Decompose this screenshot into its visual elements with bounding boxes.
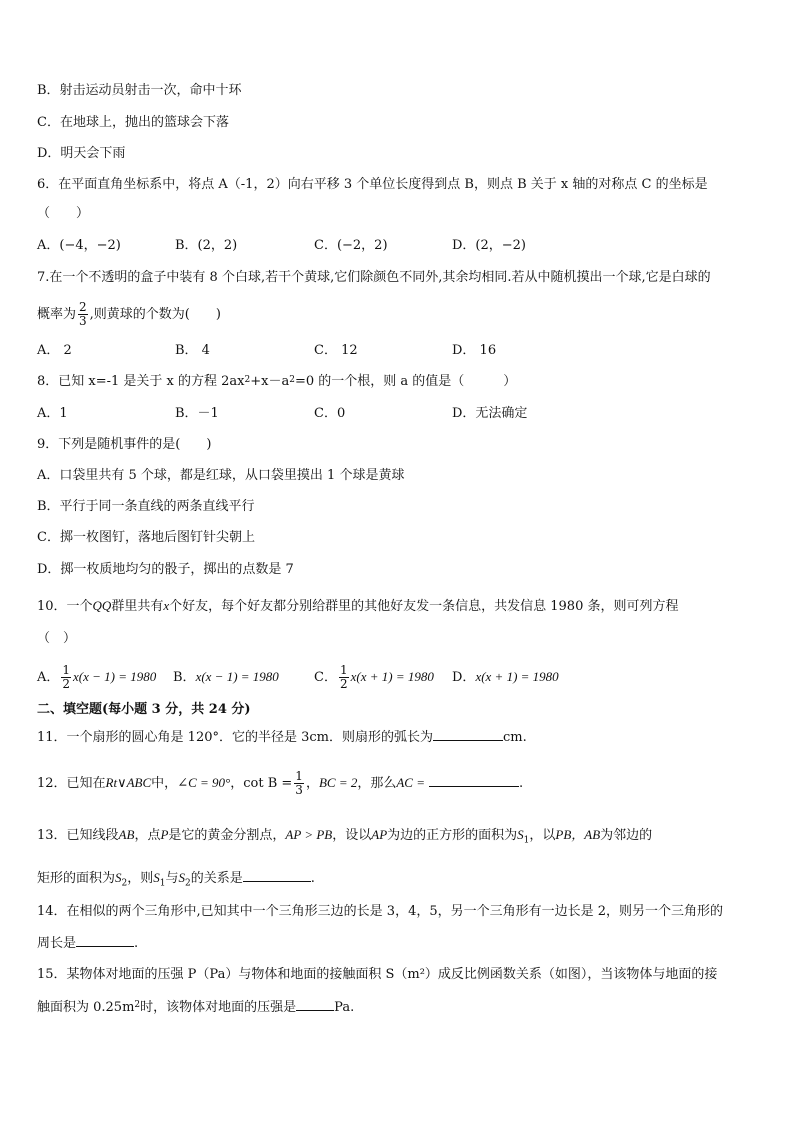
q10-option-c <box>314 660 434 695</box>
q8-option-b: B．－1 <box>175 406 219 421</box>
q12-rt: Rt∨ABC <box>105 775 152 790</box>
q15-line2 <box>37 998 354 1017</box>
q15-unit: Pa. <box>334 1000 355 1015</box>
q5-option-c: C．在地球上，抛出的篮球会下落 <box>37 115 229 130</box>
q9-stem: 9．下列是随机事件的是( ) <box>37 437 212 452</box>
q10-option-b <box>173 660 279 695</box>
q12-end: . <box>519 776 524 791</box>
q7-frac-num: 2 <box>79 300 87 314</box>
q13-s2-b-sub: 2 <box>185 878 191 889</box>
q10-a-frac-num: 1 <box>62 663 71 677</box>
q13-l1-a: ，点 <box>134 828 161 843</box>
q11-text: 11．一个扇形的圆心角是 120°．它的半径是 3cm．则扇形的弧长为 <box>37 730 433 745</box>
q10-c-frac-num: 1 <box>339 663 348 677</box>
q7-fraction <box>78 301 88 328</box>
q8-stem-mid: +x－a <box>250 374 290 389</box>
q9-option-b: B．平行于同一条直线的两条直线平行 <box>37 499 255 514</box>
q10-paren: （ ） <box>37 631 77 646</box>
q10-qq: QQ <box>92 598 112 613</box>
q10-stem-post: 个好友，每个好友都分别给群里的其他好友发一条信息，共发信息 1980 条，则可列方程 <box>169 599 679 614</box>
q13-ap: AP <box>371 827 388 842</box>
q13-s1-b: S <box>153 870 160 885</box>
q13-l1-c: ，设以 <box>332 828 372 843</box>
q10-c-expr: x(x + 1) = 1980 <box>350 669 434 684</box>
q9-option-d: D．掷一枚质地均匀的骰子，掷出的点数是 7 <box>37 562 294 577</box>
section-heading-fill-in: 二、填空题(每小题 3 分，共 24 分) <box>37 702 251 717</box>
q8-stem-post: =0 的一个根，则 a 的值是（ ） <box>294 374 517 389</box>
q10-c-label: C． <box>314 670 337 685</box>
q9-option-c: C．掷一枚图钉，落地后图钉针尖朝上 <box>37 530 255 545</box>
q13-line1 <box>37 826 652 850</box>
q14-end: . <box>134 936 139 951</box>
q12-frac-num: 1 <box>295 769 303 783</box>
q12-stem <box>37 766 523 801</box>
q8-stem-pre: 8．已知 x=-1 是关于 x 的方程 2ax <box>37 374 245 389</box>
q12-angle: ∠C = 90° <box>177 775 231 790</box>
q15-l2-pre: 触面积为 0.25m <box>37 1000 135 1015</box>
q15-l2-sup: 2 <box>134 1000 141 1010</box>
q5-option-b: B．射击运动员射击一次，命中十环 <box>37 83 242 98</box>
q12-mid2: ， <box>230 776 244 791</box>
q7-option-d: D． 16 <box>452 343 497 358</box>
q8-sup-1: 2 <box>244 375 251 385</box>
q8-option-d: D．无法确定 <box>452 406 528 421</box>
q13-cmp: AP > PB <box>285 827 333 842</box>
q7-option-b: B． 4 <box>175 343 210 358</box>
q7-line2 <box>37 298 221 332</box>
q12-mid3: ， <box>305 776 319 791</box>
q7-stem: 7.在一个不透明的盒子中装有 8 个白球,若干个黄球,它们除颜色不同外,其余均相同.若从中随机摸出一个球,它是白球的 <box>37 270 711 285</box>
q12-ac: AC = <box>396 775 425 790</box>
q14-answer-blank[interactable] <box>76 934 134 947</box>
q13-line2 <box>37 869 315 893</box>
q7-line2-post: ,则黄球的个数为( ) <box>89 307 221 322</box>
q12-mid1: 中， <box>151 776 178 791</box>
q7-option-a: A． 2 <box>37 343 72 358</box>
q15-l2-post: 时，该物体对地面的压强是 <box>140 1000 297 1015</box>
q10-option-d <box>452 660 559 695</box>
q14-line2 <box>37 934 138 953</box>
q13-l2-c: 与 <box>165 871 179 886</box>
q13-l1-e: ，以 <box>529 828 556 843</box>
q13-s1: S <box>517 827 524 842</box>
q12-fraction <box>294 770 304 797</box>
q7-frac-den: 3 <box>79 314 87 328</box>
q10-b-expr: x(x − 1) = 1980 <box>195 669 279 684</box>
q13-l1-b: 是它的黄金分割点， <box>168 828 286 843</box>
q10-b-label: B． <box>173 670 196 685</box>
q13-s2: S <box>115 870 122 885</box>
q13-l2-d: 的关系是 <box>190 871 243 886</box>
q6-option-b: B．(2，2) <box>175 238 238 253</box>
q10-d-label: D． <box>452 670 476 685</box>
q12-bc: BC = 2 <box>318 775 358 790</box>
q6-paren: （ ） <box>37 206 90 221</box>
q10-stem <box>37 597 678 616</box>
q7-line2-pre: 概率为 <box>37 307 77 322</box>
q13-l1-pre: 13．已知线段 <box>37 828 119 843</box>
q8-sup-2: 2 <box>289 375 295 385</box>
q6-option-a: A．(−4，−2) <box>37 238 121 253</box>
q13-s1-b-sub: 1 <box>159 878 166 889</box>
q11-stem <box>37 728 527 747</box>
q13-answer-blank[interactable] <box>243 869 311 882</box>
q15-line1: 15．某物体对地面的压强 P（Pa）与物体和地面的接触面积 S（m²）成反比例函数关系（如图），当该物体与地面的接 <box>37 967 718 982</box>
q13-l2-b: ，则 <box>127 871 154 886</box>
q13-ab: AB <box>118 827 135 842</box>
q12-answer-blank[interactable] <box>429 774 519 787</box>
q11-answer-blank[interactable] <box>433 728 503 741</box>
q11-unit: cm. <box>503 730 527 745</box>
q6-stem: 6．在平面直角坐标系中，将点 A（-1，2）向右平移 3 个单位长度得到点 B，则点 B 关于 x 轴的对称点 C 的坐标是 <box>37 177 708 192</box>
q13-s2-sub: 2 <box>121 878 128 889</box>
q10-a-label: A． <box>37 670 60 685</box>
q12-frac-den: 3 <box>295 783 303 797</box>
q12-pre: 12．已知在 <box>37 776 106 791</box>
q9-option-a: A．口袋里共有 5 个球，都是红球，从口袋里摸出 1 个球是黄球 <box>37 468 405 483</box>
q12-cot: cot B = <box>243 776 293 791</box>
q6-option-c: C．(−2，2) <box>314 238 388 253</box>
q13-s1-sub: 1 <box>523 835 530 846</box>
q5-option-d: D．明天会下雨 <box>37 146 126 161</box>
q10-stem-pre: 10．一个 <box>37 599 93 614</box>
q13-end: . <box>310 871 315 886</box>
q10-x: x <box>163 598 170 613</box>
q10-a-expr: x(x − 1) = 1980 <box>73 669 157 684</box>
q8-stem <box>37 373 516 391</box>
q10-stem-mid: 群里共有 <box>111 599 164 614</box>
q10-option-a <box>37 660 156 695</box>
q12-mid4: ，那么 <box>357 776 397 791</box>
q13-l1-d: 为边的正方形的面积为 <box>387 828 518 843</box>
q7-option-c: C． 12 <box>314 343 358 358</box>
q10-a-frac <box>61 664 71 691</box>
q10-c-frac-den: 2 <box>339 677 348 691</box>
q13-pbab: PB，AB <box>555 827 601 842</box>
q6-option-d: D．(2，−2) <box>452 238 527 253</box>
q14-l2-text: 周长是 <box>37 936 77 951</box>
q15-answer-blank[interactable] <box>296 998 334 1011</box>
q8-option-c: C．0 <box>314 406 346 421</box>
q10-d-expr: x(x + 1) = 1980 <box>475 669 559 684</box>
q10-c-frac <box>339 664 349 691</box>
q13-l1-f: 为邻边的 <box>600 828 653 843</box>
q13-l2-a: 矩形的面积为 <box>37 871 116 886</box>
q10-a-frac-den: 2 <box>62 677 71 691</box>
q13-p: P <box>160 827 169 842</box>
q8-option-a: A．1 <box>37 406 68 421</box>
q14-line1: 14．在相似的两个三角形中,已知其中一个三角形三边的长是 3，4，5，另一个三角形有一边长是 2，则另一个三角形的 <box>37 904 724 919</box>
q13-s2-b: S <box>178 870 186 885</box>
